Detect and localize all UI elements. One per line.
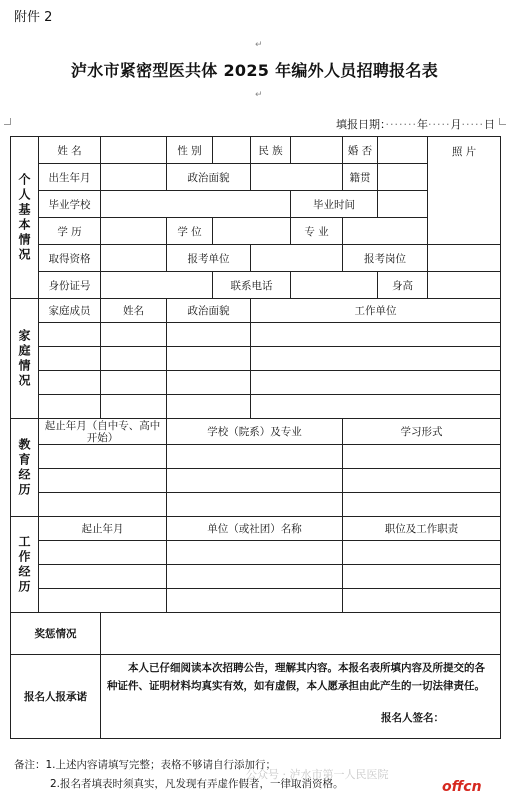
page-title: 泸水市紧密型医共体 2025 年编外人员招聘报名表: [70, 61, 439, 80]
paragraph-mark: ↵: [255, 90, 263, 100]
margin-corner: [499, 118, 506, 125]
edu-cell[interactable]: [39, 493, 167, 517]
input-phone[interactable]: [291, 272, 378, 299]
family-cell[interactable]: [39, 371, 101, 395]
label-gender: 性 别: [167, 137, 213, 164]
edu-header-mode: 学习形式: [343, 419, 501, 445]
family-cell[interactable]: [101, 347, 167, 371]
fill-date-month: 月: [450, 118, 462, 131]
input-qualification[interactable]: [101, 245, 167, 272]
work-header-unit: 单位（或社团）名称: [167, 517, 343, 541]
label-native: 籍贯: [343, 164, 378, 191]
label-major: 专 业: [291, 218, 343, 245]
edu-header-school: 学校（院系）及专业: [167, 419, 343, 445]
edu-cell[interactable]: [343, 493, 501, 517]
input-ethnicity[interactable]: [291, 137, 343, 164]
fill-date-day: 日: [484, 118, 495, 131]
edu-cell[interactable]: [167, 493, 343, 517]
work-header-duty: 职位及工作职责: [343, 517, 501, 541]
family-cell[interactable]: [167, 395, 251, 419]
input-apply-unit[interactable]: [251, 245, 343, 272]
work-cell[interactable]: [39, 589, 167, 613]
family-cell[interactable]: [251, 395, 501, 419]
pledge-sign: 报名人签名：: [381, 712, 444, 724]
family-cell[interactable]: [251, 347, 501, 371]
label-school: 毕业学校: [39, 191, 101, 218]
label-grad-time: 毕业时间: [291, 191, 378, 218]
annex-label: 附件 2: [14, 10, 53, 25]
input-id-no[interactable]: [101, 272, 213, 299]
input-degree[interactable]: [213, 218, 291, 245]
label-name: 姓 名: [39, 137, 101, 164]
section-family: 家庭情况: [11, 299, 39, 419]
family-header-name: 姓名: [101, 299, 167, 323]
input-height[interactable]: [428, 272, 501, 299]
input-birth[interactable]: [101, 164, 167, 191]
input-apply-post[interactable]: [428, 245, 501, 272]
family-header-member: 家庭成员: [39, 299, 101, 323]
label-qualification: 取得资格: [39, 245, 101, 272]
fill-date-label: 填报日期：: [336, 118, 386, 131]
label-married: 婚 否: [343, 137, 378, 164]
family-cell[interactable]: [101, 323, 167, 347]
label-birth: 出生年月: [39, 164, 101, 191]
family-cell[interactable]: [39, 395, 101, 419]
note-line-2: 2.报名者填表时须真实，凡发现有弄虚作假者，一律取消资格。: [50, 778, 344, 790]
section-work: 工作经历: [11, 517, 39, 613]
edu-cell[interactable]: [343, 445, 501, 469]
edu-cell[interactable]: [39, 469, 167, 493]
input-major[interactable]: [343, 218, 428, 245]
family-cell[interactable]: [167, 371, 251, 395]
family-header-politics: 政治面貌: [167, 299, 251, 323]
edu-cell[interactable]: [39, 445, 167, 469]
family-header-unit: 工作单位: [251, 299, 501, 323]
work-cell[interactable]: [343, 541, 501, 565]
label-height: 身高: [378, 272, 428, 299]
pledge-text: 本人已仔细阅读本次招聘公告，理解其内容。本报名表所填内容及所提交的各种证件、证明材料均真实有效，如有虚假，本人愿承担由此产生的一切法律责任。: [107, 662, 485, 692]
label-id-no: 身份证号: [39, 272, 101, 299]
input-married[interactable]: [378, 137, 428, 164]
work-cell[interactable]: [39, 541, 167, 565]
label-awards: 奖惩情况: [11, 613, 101, 655]
note-line-1: 备注：1.上述内容请填写完整；表格不够请自行添加行；: [14, 759, 277, 771]
edu-header-period: 起止年月（自中专、高中开始）: [39, 419, 167, 445]
fill-date-year: 年: [417, 118, 429, 131]
edu-cell[interactable]: [167, 445, 343, 469]
label-apply-unit: 报考单位: [167, 245, 251, 272]
edu-cell[interactable]: [167, 469, 343, 493]
registration-form-table: [10, 136, 501, 739]
label-photo: 照 片: [451, 146, 477, 158]
input-school[interactable]: [101, 191, 291, 218]
input-awards[interactable]: [101, 613, 501, 655]
section-education: 教育经历: [11, 419, 39, 517]
family-cell[interactable]: [101, 371, 167, 395]
input-name[interactable]: [101, 137, 167, 164]
margin-corner: [4, 118, 11, 125]
offcn-logo: offcn: [442, 779, 482, 795]
family-cell[interactable]: [39, 323, 101, 347]
family-cell[interactable]: [101, 395, 167, 419]
pledge-cell: [101, 655, 501, 739]
work-cell[interactable]: [343, 565, 501, 589]
work-cell[interactable]: [167, 589, 343, 613]
label-education: 学 历: [39, 218, 101, 245]
work-cell[interactable]: [167, 541, 343, 565]
paragraph-mark: ↵: [255, 40, 263, 50]
fill-date: 填报日期：·······年·····月·····日: [336, 118, 495, 131]
label-politics: 政治面貌: [167, 164, 251, 191]
family-cell[interactable]: [167, 323, 251, 347]
label-phone: 联系电话: [213, 272, 291, 299]
work-header-period: 起止年月: [39, 517, 167, 541]
family-cell[interactable]: [251, 371, 501, 395]
input-education[interactable]: [101, 218, 167, 245]
family-cell[interactable]: [167, 347, 251, 371]
label-apply-post: 报考岗位: [343, 245, 428, 272]
watermark: 公众号 · 泸水市第一人民医院: [246, 768, 389, 781]
section-basic: 个人基本情况: [11, 137, 39, 299]
label-degree: 学 位: [167, 218, 213, 245]
family-cell[interactable]: [251, 323, 501, 347]
photo-cell[interactable]: [428, 137, 501, 245]
edu-cell[interactable]: [343, 469, 501, 493]
family-cell[interactable]: [39, 347, 101, 371]
input-grad-time[interactable]: [378, 191, 428, 218]
work-cell[interactable]: [167, 565, 343, 589]
input-politics[interactable]: [251, 164, 343, 191]
work-cell[interactable]: [39, 565, 167, 589]
label-pledge: 报名人报承诺: [11, 655, 101, 739]
label-ethnicity: 民 族: [251, 137, 291, 164]
input-gender[interactable]: [213, 137, 251, 164]
input-native[interactable]: [378, 164, 428, 191]
work-cell[interactable]: [343, 589, 501, 613]
